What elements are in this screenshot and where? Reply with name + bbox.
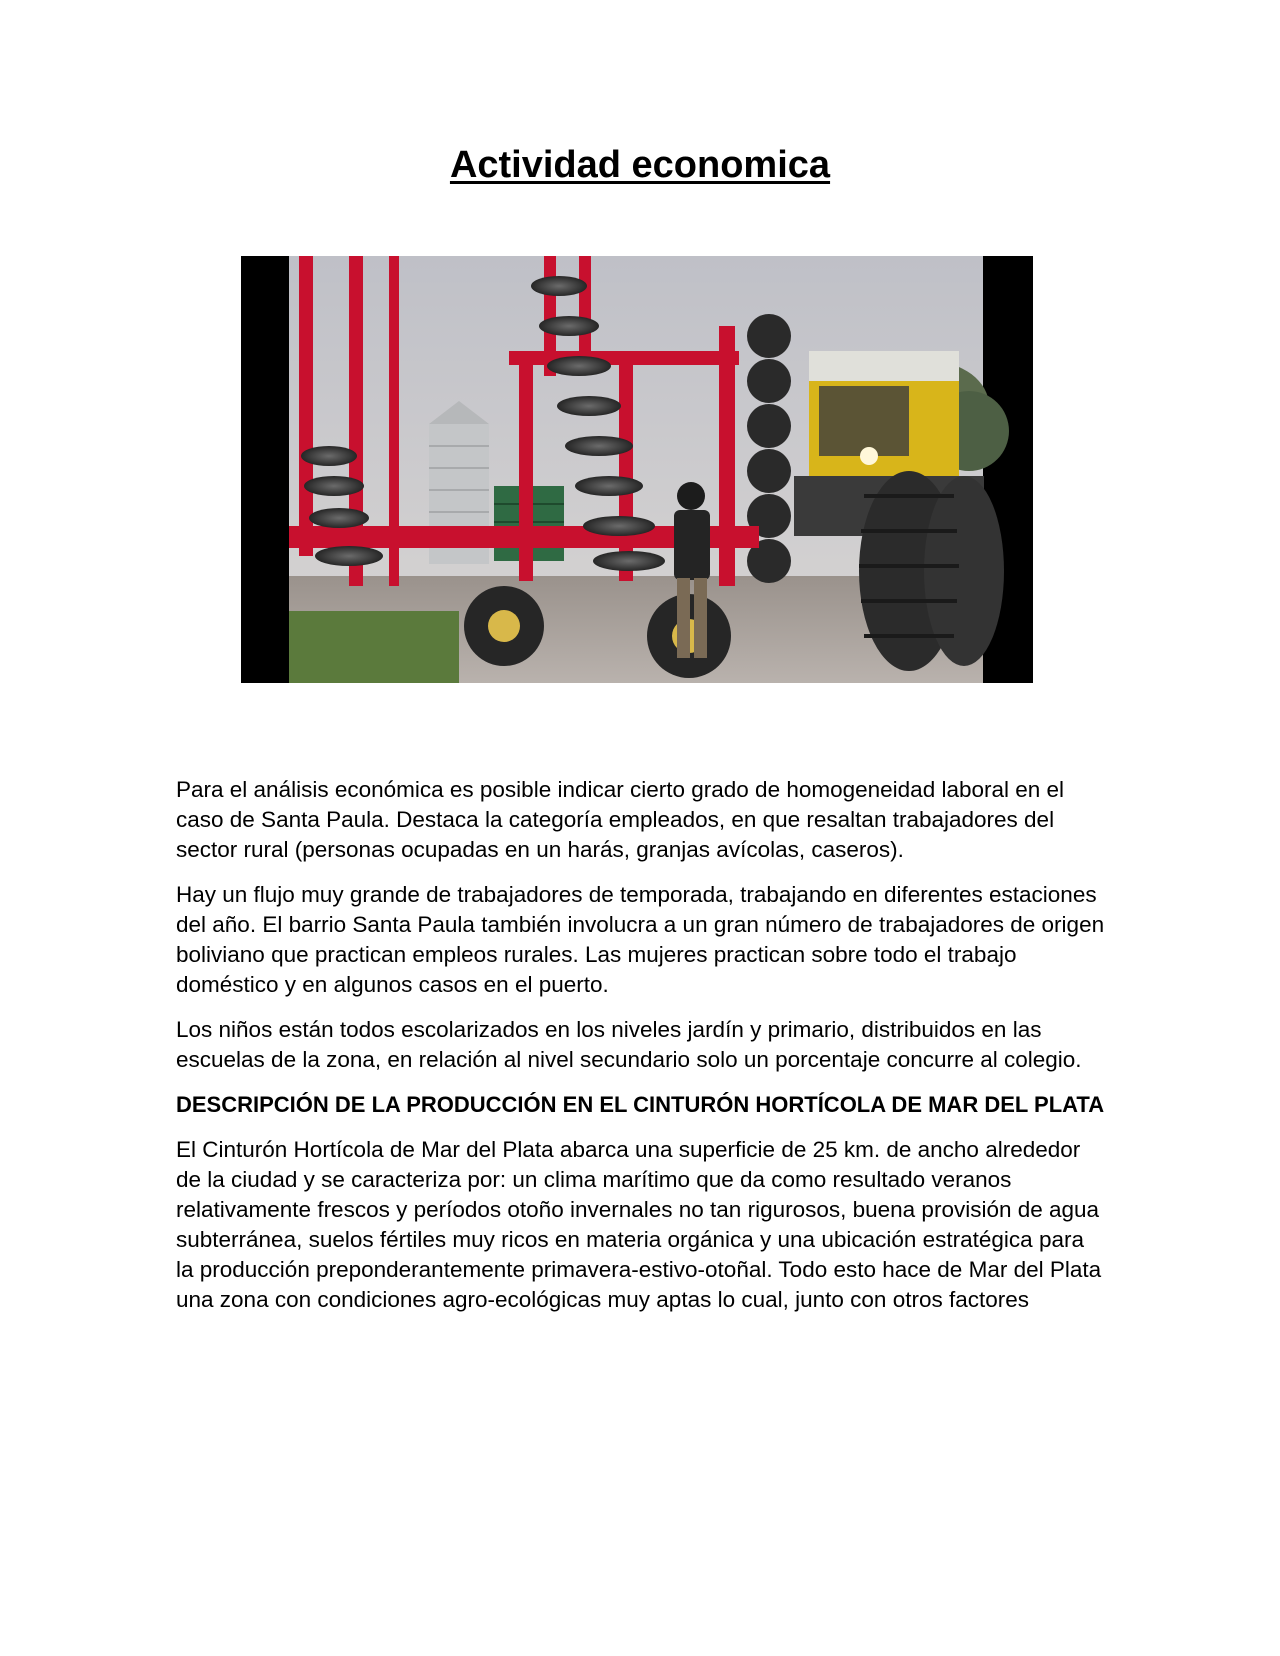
paragraph-economic-analysis: Para el análisis económica es posible indicar cierto grado de homogeneidad laboral en el caso de Santa Paula. Destaca la categoría empleados, en que resaltan trabajadores del sector rural (personas ocupadas en un harás, granjas avícolas, caseros). [176, 777, 1065, 862]
paragraph-seasonal-workers: Hay un flujo muy grande de trabajadores de temporada, trabajando en diferentes estaciones del año. El barrio Santa Paula también involucra a un gran número de trabajadores de origen boliviano que practican empleos rurales. Las mujeres practican sobre todo el trabajo doméstico y en algunos casos en el puerto. [176, 882, 1105, 997]
paragraph-children-schooling: Los niños están todos escolarizados en los niveles jardín y primario, distribuidos en las escuelas de la zona, en relación al nivel secundario solo un porcentaje concurre al colegio. [176, 1017, 1082, 1072]
tractor-with-disc-harrow-photo [241, 256, 1033, 683]
page-title: Actividad economica [449, 144, 831, 186]
document-body [176, 775, 1106, 1330]
paragraph-horticultural-belt: El Cinturón Hortícola de Mar del Plata abarca una superficie de 25 km. de ancho alrededor de la ciudad y se caracteriza por: un clima marítimo que da como resultado veranos relativamente frescos y períodos otoño invernales no tan rigurosos, buena provisión de agua subterránea, suelos fértiles muy ricos en materia orgánica y una ubicación estratégica para la producción preponderantemente primavera-estivo-otoñal. Todo esto hace de Mar del Plata una zona con condiciones agro-ecológicas muy aptas lo cual, junto con otros factores [176, 1137, 1102, 1312]
section-heading: DESCRIPCIÓN DE LA PRODUCCIÓN EN EL CINTURÓN HORTÍCOLA DE MAR DEL PLATA [176, 1092, 1105, 1117]
